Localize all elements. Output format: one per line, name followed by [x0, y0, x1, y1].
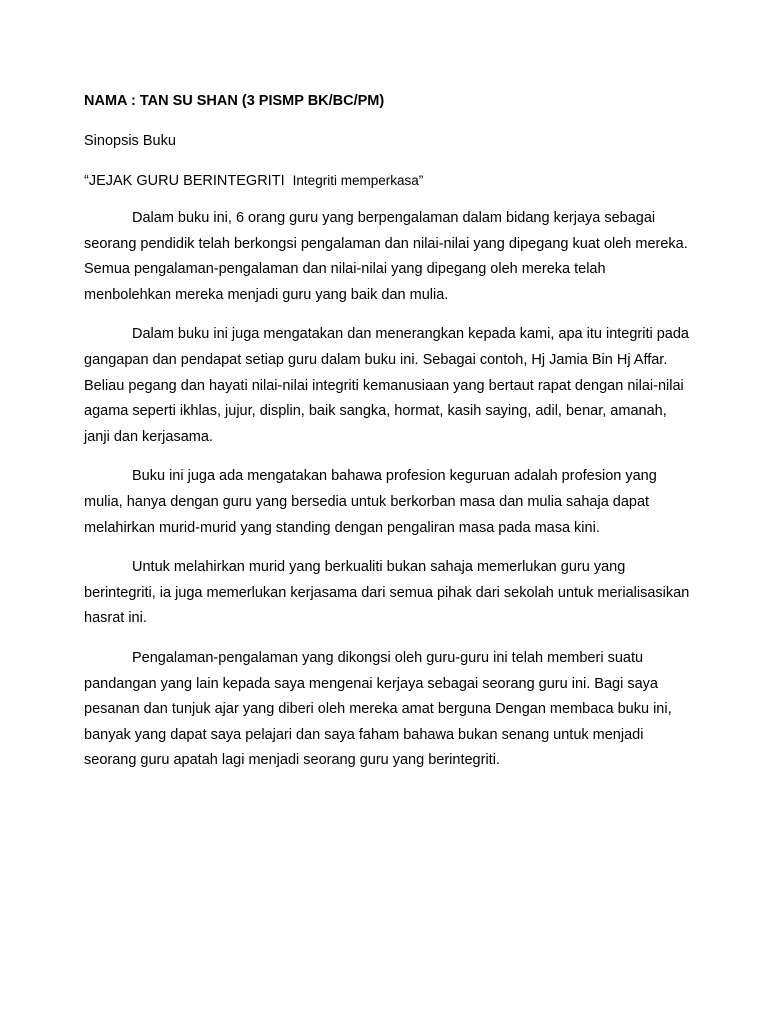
paragraph-1: Dalam buku ini, 6 orang guru yang berpengalaman dalam bidang kerjaya sebagai seorang pendidik telah berkongsi pengalaman dan nilai-nilai yang dipegang kuat oleh mereka. Semua pengalaman-pengalaman dan nilai-nilai yang dipegang oleh mereka telah menbolehkan mereka menjadi guru yang baik dan mulia.: [84, 210, 688, 303]
book-title: [84, 172, 708, 190]
paragraph-5: Pengalaman-pengalaman yang dikongsi oleh guru-guru ini telah memberi suatu pandangan yang lain kepada saya mengenai kerjaya sebagai seorang guru ini. Bagi saya pesanan dan tunjuk ajar yang diberi oleh mereka amat berguna Dengan membaca buku ini, banyak yang dapat saya pelajari dan saya faham bahawa bukan senang untuk menjadi seorang guru apatah lagi menjadi seorang guru yang berintegriti.: [84, 649, 672, 769]
paragraph-4: Untuk melahirkan murid yang berkualiti bukan sahaja memerlukan guru yang berintegriti, ia juga memerlukan kerjasama dari semua pihak dari sekolah untuk merialisasikan hasrat ini.: [84, 559, 690, 627]
paragraph-3: Buku ini juga ada mengatakan bahawa profesion keguruan adalah profesion yang mulia, hanya dengan guru yang bersedia untuk berkorban masa dan mulia sahaja dapat melahirkan murid-murid yang standing dengan pengaliran masa pada masa kini.: [84, 468, 657, 536]
book-title-main: “JEJAK GURU BERINTEGRITI: [84, 173, 285, 189]
book-title-sub: Integriti memperkasa”: [292, 173, 424, 188]
student-name-line: NAMA : TAN SU SHAN (3 PISMP BK/BC/PM): [84, 93, 385, 109]
document-subtitle: Sinopsis Buku: [84, 133, 176, 149]
paragraph-2: Dalam buku ini juga mengatakan dan menerangkan kepada kami, apa itu integriti pada gangapan dan pendapat setiap guru dalam buku ini. Sebagai contoh, Hj Jamia Bin Hj Affar. Beliau pegang dan hayati nilai-nilai integriti kemanusiaan yang bertaut rapat dengan nilai-nilai agama seperti ikhlas, jujur, displin, baik sangka, hormat, kasih saying, adil, benar, amanah, janji dan kerjasama.: [84, 326, 689, 445]
